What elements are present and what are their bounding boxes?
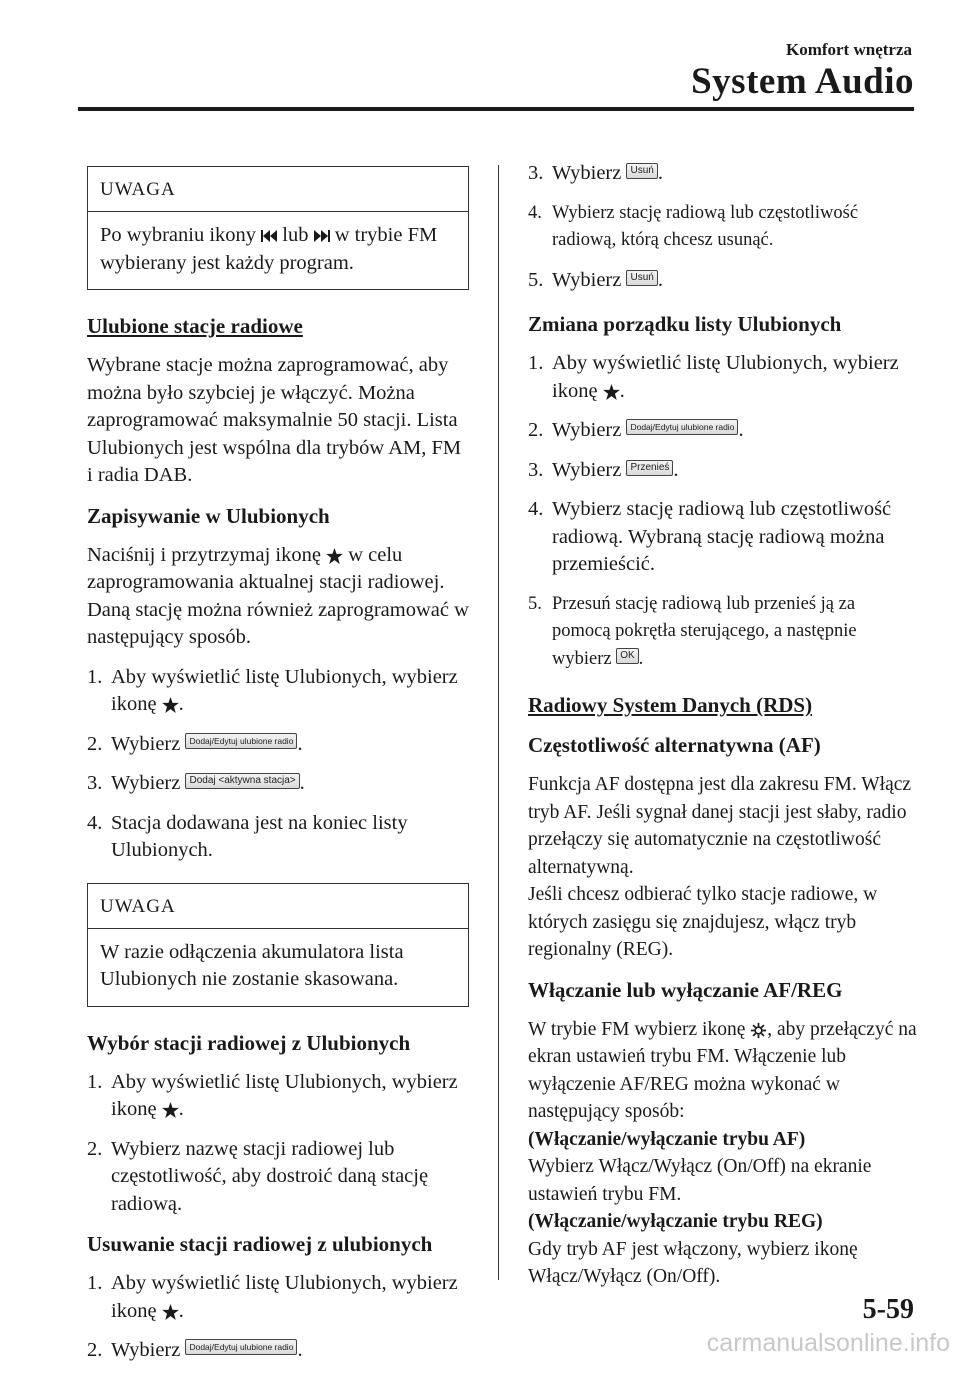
star-icon: [162, 697, 179, 713]
header-section: Komfort wnętrza: [785, 40, 912, 59]
note-text: Po wybraniu ikony: [100, 224, 262, 246]
list-item: 2. Wybierz Dodaj/Edytuj ulubione radio .: [87, 732, 303, 755]
list-item: 3. Wybierz Dodaj <aktywna stacja> .: [87, 772, 305, 794]
list-item: 3. Wybierz Usuń .: [528, 162, 663, 184]
add-edit-favorites-button: Dodaj/Edytuj ulubione radio: [185, 733, 297, 749]
seek-forward-icon: [314, 229, 330, 243]
note-box-1: [87, 166, 469, 290]
right-column: [528, 160, 918, 1291]
list-item: 2. Wybierz Dodaj/Edytuj ulubione radio .: [87, 1339, 303, 1361]
select-heading: Wybór stacji radiowej z Ulubionych: [87, 1030, 411, 1055]
rds-heading: Radiowy System Danych (RDS): [528, 693, 813, 717]
favorites-paragraph: Wybrane stacje można zaprogramować, aby można było szybciej je włączyć. Można zaprogramować maksymalnie 50 stacji. Lista Ulubionych jest wspólna dla trybów AM, FM i radia DAB.: [87, 354, 462, 486]
note-text: lub: [277, 224, 314, 246]
list-item: 1. Aby wyświetlić listę Ulubionych, wybierz ikonę .: [87, 665, 458, 715]
gear-icon: [750, 1022, 767, 1039]
favorites-heading: Ulubione stacje radiowe: [87, 314, 303, 338]
note-body: W razie odłączenia akumulatora lista Ulubionych nie zostanie skasowana.: [100, 940, 404, 990]
star-icon: [162, 1304, 179, 1320]
star-icon: [162, 1102, 179, 1118]
ok-button: OK: [616, 648, 638, 664]
list-item: 4. Stacja dodawana jest na koniec listy Ulubionych.: [87, 811, 408, 861]
af-toggle-text: Wybierz Włącz/Wyłącz (On/Off) na ekranie ustawień trybu FM.: [528, 1156, 872, 1205]
reg-paragraph: Jeśli chcesz odbierać tylko stacje radiowe, w których zasięgu się znajdujesz, włącz tryb regionalny (REG).: [528, 884, 878, 960]
list-item: 1. Aby wyświetlić listę Ulubionych, wybierz ikonę .: [87, 1272, 458, 1322]
header-rule: [78, 107, 914, 111]
left-column: [87, 160, 469, 1377]
delete-heading: Usuwanie stacji radiowej z ulubionych: [87, 1232, 433, 1256]
star-icon: [603, 384, 620, 400]
onoff-paragraph: W trybie FM wybierz ikonę , aby przełączyć na ekran ustawień trybu FM. Włączenie lub wyłączenie AF/REG można wykonać w następujący sposób:: [528, 1018, 917, 1122]
page-title: System Audio: [691, 61, 914, 102]
list-item: 5. Przesuń stację radiową lub przenieś ją za pomocą pokrętła sterującego, a następnie wybierz OK .: [528, 593, 857, 669]
seek-back-icon: [261, 229, 277, 243]
order-heading: Zmiana porządku listy Ulubionych: [528, 312, 842, 336]
af-paragraph: Funkcja AF dostępna jest dla zakresu FM. Włącz tryb AF. Jeśli sygnał danej stacji jest słaby, radio przełączy się automatycznie na częstotliwość alternatywną.: [528, 774, 912, 878]
save-paragraph: Naciśnij i przytrzymaj ikonę w celu zaprogramowania aktualnej stacji radiowej. Daną stację można również zaprogramować w następujący sposób.: [87, 543, 469, 648]
star-icon: [326, 548, 343, 564]
list-item: 3. Wybierz Przenieś .: [528, 458, 679, 481]
list-item: 4. Wybierz stację radiową lub częstotliwość radiową, którą chcesz usunąć.: [528, 202, 859, 250]
watermark: carmanualsonline.info: [706, 1329, 950, 1357]
note-heading: UWAGA: [88, 884, 468, 929]
delete-button: Usuń: [626, 163, 657, 179]
reg-toggle-text: Gdy tryb AF jest włączony, wybierz ikonę Włącz/Wyłącz (On/Off).: [528, 1238, 858, 1287]
onoff-heading: Włączanie lub wyłączanie AF/REG: [528, 977, 843, 1002]
note-body: [88, 212, 468, 289]
list-item: 2. Wybierz Dodaj/Edytuj ulubione radio .: [528, 419, 744, 441]
note-box-2: [87, 883, 469, 1007]
list-item: 5. Wybierz Usuń .: [528, 268, 663, 291]
page-number: 5-59: [862, 1294, 914, 1325]
add-edit-favorites-button: Dodaj/Edytuj ulubione radio: [185, 1339, 297, 1355]
note-heading: UWAGA: [88, 167, 468, 212]
note-text: w trybie FM wybierany jest każdy program.: [100, 224, 438, 274]
delete-button: Usuń: [626, 270, 657, 286]
list-item: 4. Wybierz stację radiową lub częstotliwość radiową. Wybraną stację radiową można przemieścić.: [528, 498, 892, 575]
save-heading: Zapisywanie w Ulubionych: [87, 503, 330, 528]
list-item: 1. Aby wyświetlić listę Ulubionych, wybierz ikonę .: [528, 352, 899, 402]
af-toggle-heading: (Włączanie/wyłączanie trybu AF): [528, 1128, 806, 1150]
add-edit-favorites-button: Dodaj/Edytuj ulubione radio: [626, 419, 738, 435]
list-item: 2. Wybierz nazwę stacji radiowej lub częstotliwość, aby dostroić daną stację radiową.: [87, 1137, 429, 1215]
add-active-station-button: Dodaj <aktywna stacja>: [185, 773, 299, 789]
list-item: 1. Aby wyświetlić listę Ulubionych, wybierz ikonę .: [87, 1070, 458, 1120]
move-button: Przenieś: [626, 460, 673, 476]
column-divider: [498, 165, 499, 1280]
reg-toggle-heading: (Włączanie/wyłączanie trybu REG): [528, 1211, 823, 1232]
af-heading: Częstotliwość alternatywna (AF): [528, 733, 821, 757]
